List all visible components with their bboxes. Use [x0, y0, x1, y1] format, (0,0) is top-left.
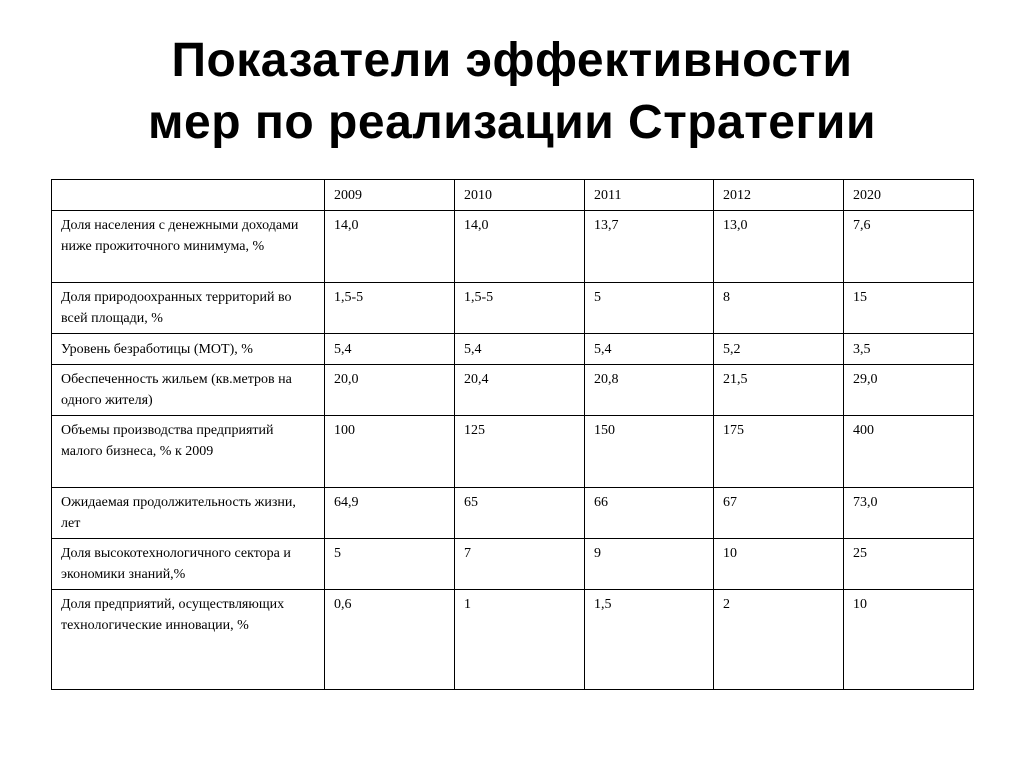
table-header-row: [52, 180, 974, 211]
table-cell: 20,0: [325, 365, 455, 416]
table-row: [52, 590, 974, 690]
table-cell: 73,0: [844, 488, 974, 539]
row-label: Доля высокотехнологичного сектора и экономики знаний,%: [52, 539, 325, 590]
table-cell: 14,0: [325, 211, 455, 283]
table-cell: 175: [714, 416, 844, 488]
table-cell: 1,5-5: [325, 283, 455, 334]
slide-title-line-2: мер по реализации Стратегии: [148, 96, 876, 149]
table-cell: 1,5-5: [455, 283, 585, 334]
table-cell: 5,4: [455, 334, 585, 365]
row-label: Ожидаемая продолжительность жизни, лет: [52, 488, 325, 539]
table-cell: 5: [585, 283, 714, 334]
table-cell: 65: [455, 488, 585, 539]
header-year-2011: 2011: [585, 180, 714, 211]
table-cell: 7: [455, 539, 585, 590]
table-cell: 13,7: [585, 211, 714, 283]
table-cell: 8: [714, 283, 844, 334]
table-cell: 66: [585, 488, 714, 539]
table-cell: 5,2: [714, 334, 844, 365]
table-cell: 100: [325, 416, 455, 488]
table-cell: 1,5: [585, 590, 714, 690]
header-year-2009: 2009: [325, 180, 455, 211]
slide-title: [0, 30, 1024, 154]
table-cell: 67: [714, 488, 844, 539]
table-row: [52, 488, 974, 539]
table-cell: 14,0: [455, 211, 585, 283]
table-row: [52, 334, 974, 365]
table-row: [52, 539, 974, 590]
row-label: Уровень безработицы (МОТ), %: [52, 334, 325, 365]
row-label: Доля населения с денежными доходами ниже прожиточного минимума, %: [52, 211, 325, 283]
row-label: Доля природоохранных территорий во всей площади, %: [52, 283, 325, 334]
table-cell: 5,4: [325, 334, 455, 365]
header-year-2012: 2012: [714, 180, 844, 211]
table-row: [52, 416, 974, 488]
table-cell: 64,9: [325, 488, 455, 539]
table-row: [52, 365, 974, 416]
table-cell: 13,0: [714, 211, 844, 283]
table-cell: 5,4: [585, 334, 714, 365]
header-corner-cell: [52, 180, 325, 211]
table-cell: 21,5: [714, 365, 844, 416]
table-cell: 400: [844, 416, 974, 488]
table-cell: 20,8: [585, 365, 714, 416]
table-cell: 0,6: [325, 590, 455, 690]
indicators-table: [51, 179, 974, 690]
table-row: [52, 211, 974, 283]
table-cell: 3,5: [844, 334, 974, 365]
table-cell: 5: [325, 539, 455, 590]
header-year-2020: 2020: [844, 180, 974, 211]
table-cell: 9: [585, 539, 714, 590]
table-cell: 150: [585, 416, 714, 488]
table-cell: 25: [844, 539, 974, 590]
header-year-2010: 2010: [455, 180, 585, 211]
table-cell: 7,6: [844, 211, 974, 283]
table-cell: 125: [455, 416, 585, 488]
table-cell: 20,4: [455, 365, 585, 416]
slide-title-line-1: Показатели эффективности: [171, 34, 853, 87]
table-row: [52, 283, 974, 334]
table-cell: 29,0: [844, 365, 974, 416]
row-label: Объемы производства предприятий малого бизнеса, % к 2009: [52, 416, 325, 488]
table-cell: 10: [844, 590, 974, 690]
table-cell: 15: [844, 283, 974, 334]
table-cell: 1: [455, 590, 585, 690]
table-cell: 2: [714, 590, 844, 690]
row-label: Обеспеченность жильем (кв.метров на одного жителя): [52, 365, 325, 416]
row-label: Доля предприятий, осуществляющих технологические инновации, %: [52, 590, 325, 690]
table-cell: 10: [714, 539, 844, 590]
